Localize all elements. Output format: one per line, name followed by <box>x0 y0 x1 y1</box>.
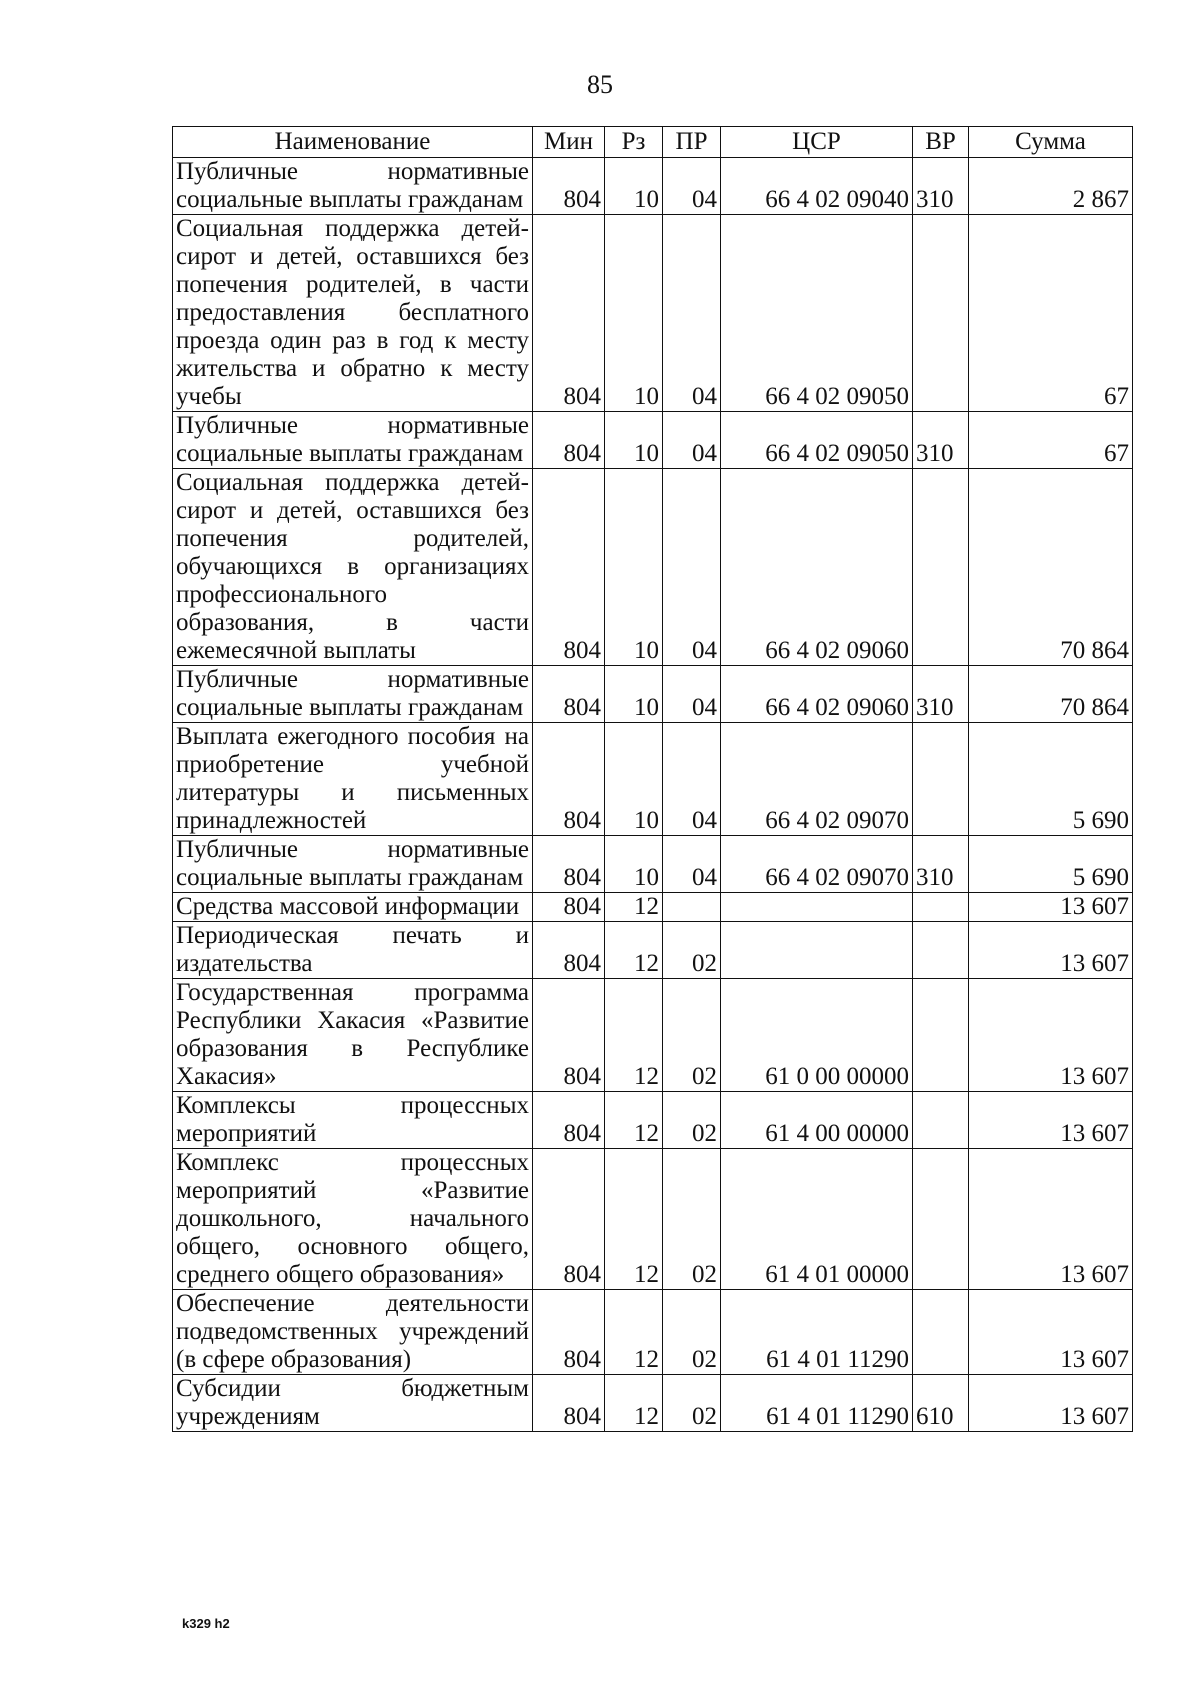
table-row <box>173 836 1133 893</box>
table-row <box>173 469 1133 666</box>
row-rz: 10 <box>605 723 663 836</box>
row-vr <box>913 1290 969 1375</box>
row-name: Комплексы процессных мероприятий <box>173 1092 533 1149</box>
row-vr <box>913 469 969 666</box>
header-rz: Рз <box>605 127 663 158</box>
header-name: Наименование <box>173 127 533 158</box>
row-rz: 10 <box>605 836 663 893</box>
row-vr <box>913 1149 969 1290</box>
row-vr: 310 <box>913 158 969 215</box>
row-csr: 61 4 01 11290 <box>721 1375 913 1432</box>
row-min: 804 <box>533 1092 605 1149</box>
page-number: 85 <box>587 70 613 99</box>
row-name: Публичные нормативные социальные выплаты гражданам <box>173 412 533 469</box>
row-sum: 13 607 <box>969 922 1133 979</box>
row-name: Публичные нормативные социальные выплаты гражданам <box>173 836 533 893</box>
table-header-row <box>173 127 1133 158</box>
row-pr: 02 <box>663 1149 721 1290</box>
row-sum: 5 690 <box>969 723 1133 836</box>
table-row <box>173 893 1133 922</box>
row-pr: 04 <box>663 723 721 836</box>
row-rz: 10 <box>605 412 663 469</box>
row-sum: 13 607 <box>969 893 1133 922</box>
row-rz: 12 <box>605 1092 663 1149</box>
table-row <box>173 215 1133 412</box>
row-vr: 610 <box>913 1375 969 1432</box>
row-csr <box>721 922 913 979</box>
row-name: Публичные нормативные социальные выплаты гражданам <box>173 158 533 215</box>
row-rz: 10 <box>605 469 663 666</box>
header-min: Мин <box>533 127 605 158</box>
row-vr: 310 <box>913 412 969 469</box>
table-row <box>173 1092 1133 1149</box>
row-name: Комплекс процессных мероприятий «Развитие дошкольного, начального общего, основного общего, среднего общего образования» <box>173 1149 533 1290</box>
row-vr <box>913 893 969 922</box>
header-csr: ЦСР <box>721 127 913 158</box>
row-pr: 04 <box>663 158 721 215</box>
row-name: Публичные нормативные социальные выплаты гражданам <box>173 666 533 723</box>
table-row <box>173 666 1133 723</box>
row-csr: 61 4 00 00000 <box>721 1092 913 1149</box>
row-vr <box>913 979 969 1092</box>
row-pr: 04 <box>663 836 721 893</box>
table-row <box>173 723 1133 836</box>
row-rz: 12 <box>605 922 663 979</box>
row-pr <box>663 893 721 922</box>
header-sum: Сумма <box>969 127 1133 158</box>
row-sum: 13 607 <box>969 1149 1133 1290</box>
row-name: Выплата ежегодного пособия на приобретение учебной литературы и письменных принадлежностей <box>173 723 533 836</box>
row-name: Периодическая печать и издательства <box>173 922 533 979</box>
row-pr: 02 <box>663 922 721 979</box>
row-name: Социальная поддержка детей-сирот и детей, оставшихся без попечения родителей, обучающихся в организациях профессионального образования, в части ежемесячной выплаты <box>173 469 533 666</box>
row-sum: 67 <box>969 412 1133 469</box>
row-csr: 66 4 02 09060 <box>721 666 913 723</box>
row-csr: 66 4 02 09050 <box>721 412 913 469</box>
row-min: 804 <box>533 158 605 215</box>
header-pr: ПР <box>663 127 721 158</box>
row-rz: 12 <box>605 1149 663 1290</box>
row-min: 804 <box>533 836 605 893</box>
row-csr: 66 4 02 09070 <box>721 723 913 836</box>
row-pr: 02 <box>663 1290 721 1375</box>
row-rz: 12 <box>605 979 663 1092</box>
row-rz: 10 <box>605 666 663 723</box>
table-row <box>173 412 1133 469</box>
row-vr: 310 <box>913 666 969 723</box>
row-vr <box>913 922 969 979</box>
row-pr: 02 <box>663 1092 721 1149</box>
table-row <box>173 1290 1133 1375</box>
row-min: 804 <box>533 469 605 666</box>
row-min: 804 <box>533 723 605 836</box>
row-min: 804 <box>533 412 605 469</box>
row-csr: 66 4 02 09050 <box>721 215 913 412</box>
row-csr: 66 4 02 09070 <box>721 836 913 893</box>
row-sum: 13 607 <box>969 1092 1133 1149</box>
budget-table <box>172 126 1133 1432</box>
row-sum: 5 690 <box>969 836 1133 893</box>
row-sum: 13 607 <box>969 1375 1133 1432</box>
row-min: 804 <box>533 893 605 922</box>
row-rz: 12 <box>605 893 663 922</box>
row-sum: 70 864 <box>969 469 1133 666</box>
row-name: Средства массовой информации <box>173 893 533 922</box>
row-rz: 12 <box>605 1290 663 1375</box>
row-min: 804 <box>533 215 605 412</box>
row-sum: 13 607 <box>969 1290 1133 1375</box>
row-csr: 66 4 02 09060 <box>721 469 913 666</box>
row-csr: 61 0 00 00000 <box>721 979 913 1092</box>
row-name: Обеспечение деятельности подведомственных учреждений (в сфере образования) <box>173 1290 533 1375</box>
table-row <box>173 1375 1133 1432</box>
row-pr: 04 <box>663 412 721 469</box>
row-vr <box>913 1092 969 1149</box>
table-row <box>173 1149 1133 1290</box>
row-csr: 66 4 02 09040 <box>721 158 913 215</box>
row-sum: 70 864 <box>969 666 1133 723</box>
row-name: Социальная поддержка детей-сирот и детей, оставшихся без попечения родителей, в части предоставления бесплатного проезда один раз в год к месту жительства и обратно к месту учебы <box>173 215 533 412</box>
row-min: 804 <box>533 1290 605 1375</box>
table-row <box>173 922 1133 979</box>
table-body <box>173 158 1133 1432</box>
row-sum: 2 867 <box>969 158 1133 215</box>
row-name: Субсидии бюджетным учреждениям <box>173 1375 533 1432</box>
row-csr <box>721 893 913 922</box>
header-vr: ВР <box>913 127 969 158</box>
row-name: Государственная программа Республики Хакасия «Развитие образования в Республике Хакасия» <box>173 979 533 1092</box>
row-pr: 04 <box>663 666 721 723</box>
row-sum: 67 <box>969 215 1133 412</box>
footer-code: k329 h2 <box>182 1616 230 1631</box>
row-min: 804 <box>533 979 605 1092</box>
row-pr: 02 <box>663 979 721 1092</box>
row-csr: 61 4 01 11290 <box>721 1290 913 1375</box>
row-min: 804 <box>533 666 605 723</box>
row-pr: 02 <box>663 1375 721 1432</box>
row-rz: 12 <box>605 1375 663 1432</box>
row-csr: 61 4 01 00000 <box>721 1149 913 1290</box>
row-rz: 10 <box>605 158 663 215</box>
row-pr: 04 <box>663 469 721 666</box>
row-sum: 13 607 <box>969 979 1133 1092</box>
row-rz: 10 <box>605 215 663 412</box>
row-pr: 04 <box>663 215 721 412</box>
table-row <box>173 979 1133 1092</box>
row-vr <box>913 723 969 836</box>
row-vr: 310 <box>913 836 969 893</box>
row-min: 804 <box>533 922 605 979</box>
row-min: 804 <box>533 1149 605 1290</box>
row-min: 804 <box>533 1375 605 1432</box>
table-row <box>173 158 1133 215</box>
row-vr <box>913 215 969 412</box>
